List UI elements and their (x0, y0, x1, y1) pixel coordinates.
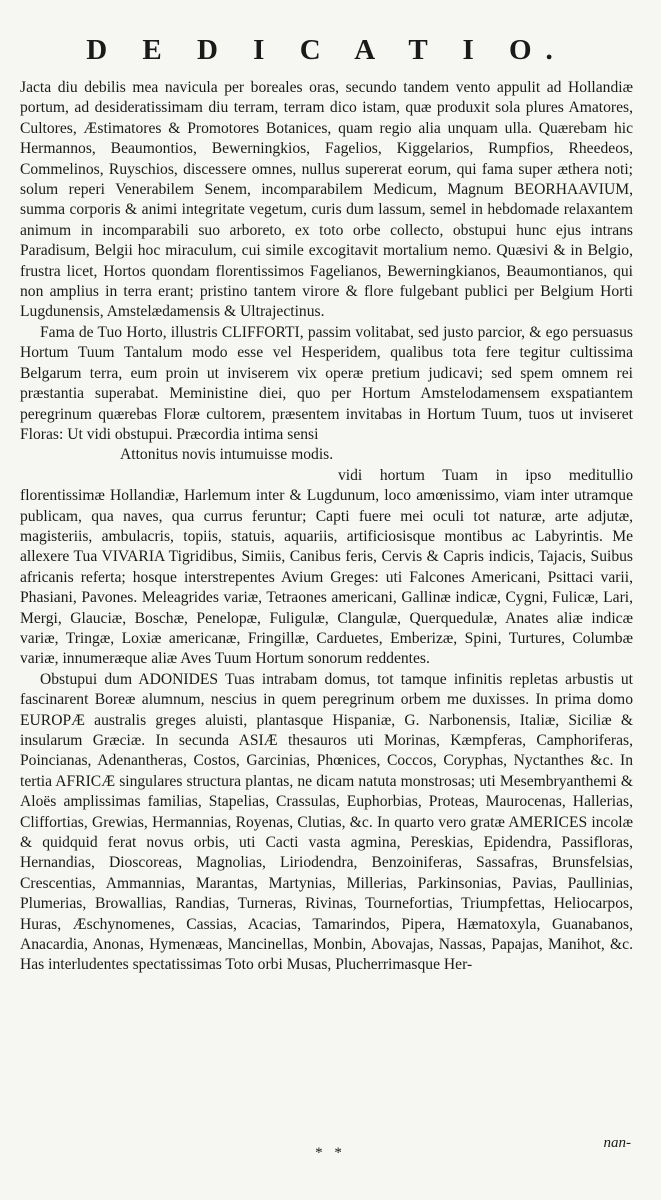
paragraph-2: Fama de Tuo Horto, illustris CLIFFORTI, passim volitabat, sed justo parcior, & ego persuasus Hortum Tuum Tantalum modo esse vel Hesperidem, qualibus tota fere tegitur cultissima Belgarum terra, eum proin ut inviserem vix operæ pretium judicavi; sed spem omnem rei præstantia superabat. Meministine diei, quo per Hortum Amstelodamensem exspatiantem peregrinum quærebas Floræ cultorem, præsentem invitabas in Hortum Tuum, tuos ut inviseret Floras: Ut vidi obstupui. Præcordia intima sensi (20, 323, 633, 443)
paragraph-4: Obstupui dum ADONIDES Tuas intrabam domus, tot tamque infinitis repletas arbustis ut fascinarent Boreæ alumnum, nescius in quem peregrinum orbem me duxisses. In prima domo EUROPÆ australis greges aluisti, plantasque Hispaniæ, G. Narbonensis, Italiæ, Siciliæ & insularum Græciæ. In secunda ASIÆ thesauros uti Morinas, Kæmpferas, Camphoriferas, Poincianas, Adenantheras, Costos, Garcinias, Phœnices, Coccos, Coryphas, Nyctanthes &c. In tertia AFRICÆ singulares structura plantas, ne dicam natuta monstrosas; uti Mesembryanthemi & Aloës amplissimas familias, Stapelias, Crassulas, Euphorbias, Proteas, Maurocenas, Hallerias, Cliffortias, Grewias, Hermannias, Royenas, Clutias, &c. In quarto vero gratæ AMERICES incolæ & quidquid ferat novus orbis, uti Cacti vasta agmina, Pereskias, Epidendra, Passifloras, Hernandias, Dioscoreas, Magnolias, Liriodendra, Benzoiniferas, Sassafras, Brunsfelsias, Crescentias, Ammannias, Marantas, Martynias, Millerias, Parkinsonias, Pavias, Paullinias, Plumerias, Browallias, Randias, Turneras, Rivinas, Tournefortias, Triumpfettas, Heliocarpos, Huras, Æschynomenes, Cassias, Acacias, Tamarindos, Pipera, Hæmatoxyla, Guanabanos, Anacardia, Anonas, Hymenæas, Mancinellas, Monbin, Abovajas, Nassas, Papajas, Manihot, &c. Has interludentes spectatissimas Toto orbi Musas, Plucherrimasque Her- (20, 670, 633, 974)
signature-mark: * * (315, 1145, 346, 1161)
paragraph-1: Jacta diu debilis mea navicula per boreales oras, secundo tandem vento appulit ad Hollandiæ portum, ad desideratissimam diu terram, terram dico istam, quæ produxit sola plures Amatores, Cultores, Æstimatores & Promotores Botanices, quam regio alia unquam ulla. Quærebam hic Hermannos, Beaumontios, Bewerningkios, Fagelios, Kiggelarios, Rumpfios, Rheedeos, Commelinos, Ruyschios, discessere omnes, nullus supererat eorum, qui fama super æthera noti; solum reperi Venerabilem Senem, incomparabilem Medicum, Magnum BEORHAAVIUM, summa corporis & animi integritate vegetum, curis dum lassum, semel in hebdomade relaxantem animum in incomparabili suo arboreto, ex toto orbe collecto, obstupui hunc ejus intrans Paradisum, Belgii hoc miraculum, cui simile excogitavit mortalium nemo. Quæsivi & in Belgio, frustra licet, Hortos quondam florentissimos Fagelianos, Bewerningkianos, Beaumontianos, qui non amplius in terra erant; pristino tantem virore & flore fulgebant publici per Belgium Horti Lugdunensis, Amstelædamensis & Ultrajectinus. (20, 79, 633, 321)
catchword: nan- (603, 1135, 631, 1151)
verse-line: Attonitus novis intumuisse modis. (120, 446, 334, 464)
page-title: D E D I C A T I O. (86, 34, 567, 66)
paragraph-3: vidi hortum Tuam in ipso meditullio florentissimæ Hollandiæ, Harlemum inter & Lugdunum, loco amœnissimo, viam inter utramque publicam, qua naves, qua currus feruntur; Capti fuere mei oculi tot naturæ, arte adjutæ, magisteriis, ambulacris, topiis, statuis, aquariis, artificiosisque montibus ac Labyrintis. Me allexere Tua VIVARIA Tigridibus, Simiis, Canibus feris, Cervis & Capris indicis, Tajacis, Suibus africanis referta; hosque interstrepentes Avium Greges: uti Falcones Americani, Psittaci varii, Phasiani, Pavones. Meleagrides variæ, Tetraones americani, Gallinæ indicæ, Cygni, Fulicæ, Lari, Mergi, Glauciæ, Boschæ, Penelopæ, Fuligulæ, Clangulæ, Querquedulæ, Anates aliæ indicæ variæ, Tringæ, Loxiæ americanæ, Fringillæ, Carduetes, Emberizæ, Spini, Turtures, Columbæ variæ, innumeræque aliæ Aves Tuum Hortum sonorum reddentes. (20, 466, 633, 668)
